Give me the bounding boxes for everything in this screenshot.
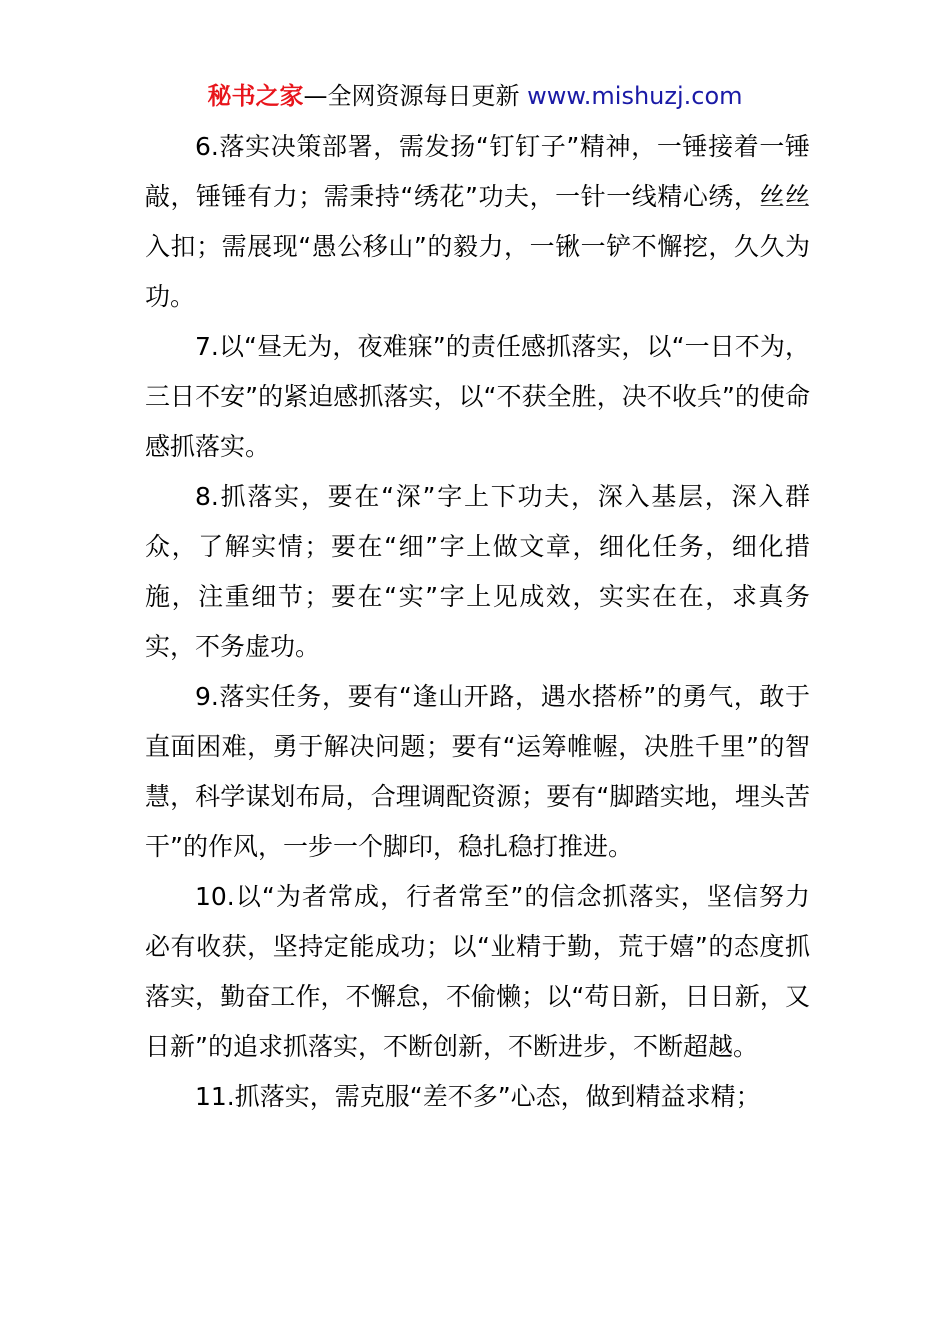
paragraph-6: 6.落实决策部署，需发扬“钉钉子”精神，一锤接着一锤敲，锤锤有力；需秉持“绣花”功夫，一针一线精心绣，丝丝入扣；需展现“愚公移山”的毅力，一锹一铲不懈挖，久久为功。 — [145, 132, 810, 311]
site-brand: 秘书之家 — [207, 82, 304, 110]
paragraph-9: 9.落实任务，要有“逢山开路，遇水搭桥”的勇气，敢于直面困难，勇于解决问题；要有“运筹帷幄，决胜千里”的智慧，科学谋划布局，合理调配资源；要有“脚踏实地，埋头苦干”的作风，一步一个脚印，稳扎稳打推进。 — [145, 682, 810, 861]
document-body — [145, 122, 810, 1122]
paragraph-10: 10.以“为者常成，行者常至”的信念抓落实，坚信努力必有收获，坚持定能成功；以“业精于勤，荒于嬉”的态度抓落实，勤奋工作，不懈怠，不偷懒；以“苟日新，日日新，又日新”的追求抓落实，不断创新，不断进步，不断超越。 — [145, 882, 810, 1061]
page-header — [0, 80, 950, 112]
paragraph-7: 7.以“昼无为，夜难寐”的责任感抓落实，以“一日不为，三日不安”的紧迫感抓落实，以“不获全胜，决不收兵”的使命感抓落实。 — [145, 332, 810, 461]
site-tagline: —全网资源每日更新 — [303, 82, 528, 110]
site-url-link[interactable]: www.mishuzj.com — [527, 82, 743, 110]
paragraph-11: 11.抓落实，需克服“差不多”心态，做到精益求精； — [195, 1082, 761, 1111]
paragraph-8: 8.抓落实，要在“深”字上下功夫，深入基层，深入群众，了解实情；要在“细”字上做文章，细化任务，细化措施，注重细节；要在“实”字上见成效，实实在在，求真务实，不务虚功。 — [145, 482, 810, 661]
